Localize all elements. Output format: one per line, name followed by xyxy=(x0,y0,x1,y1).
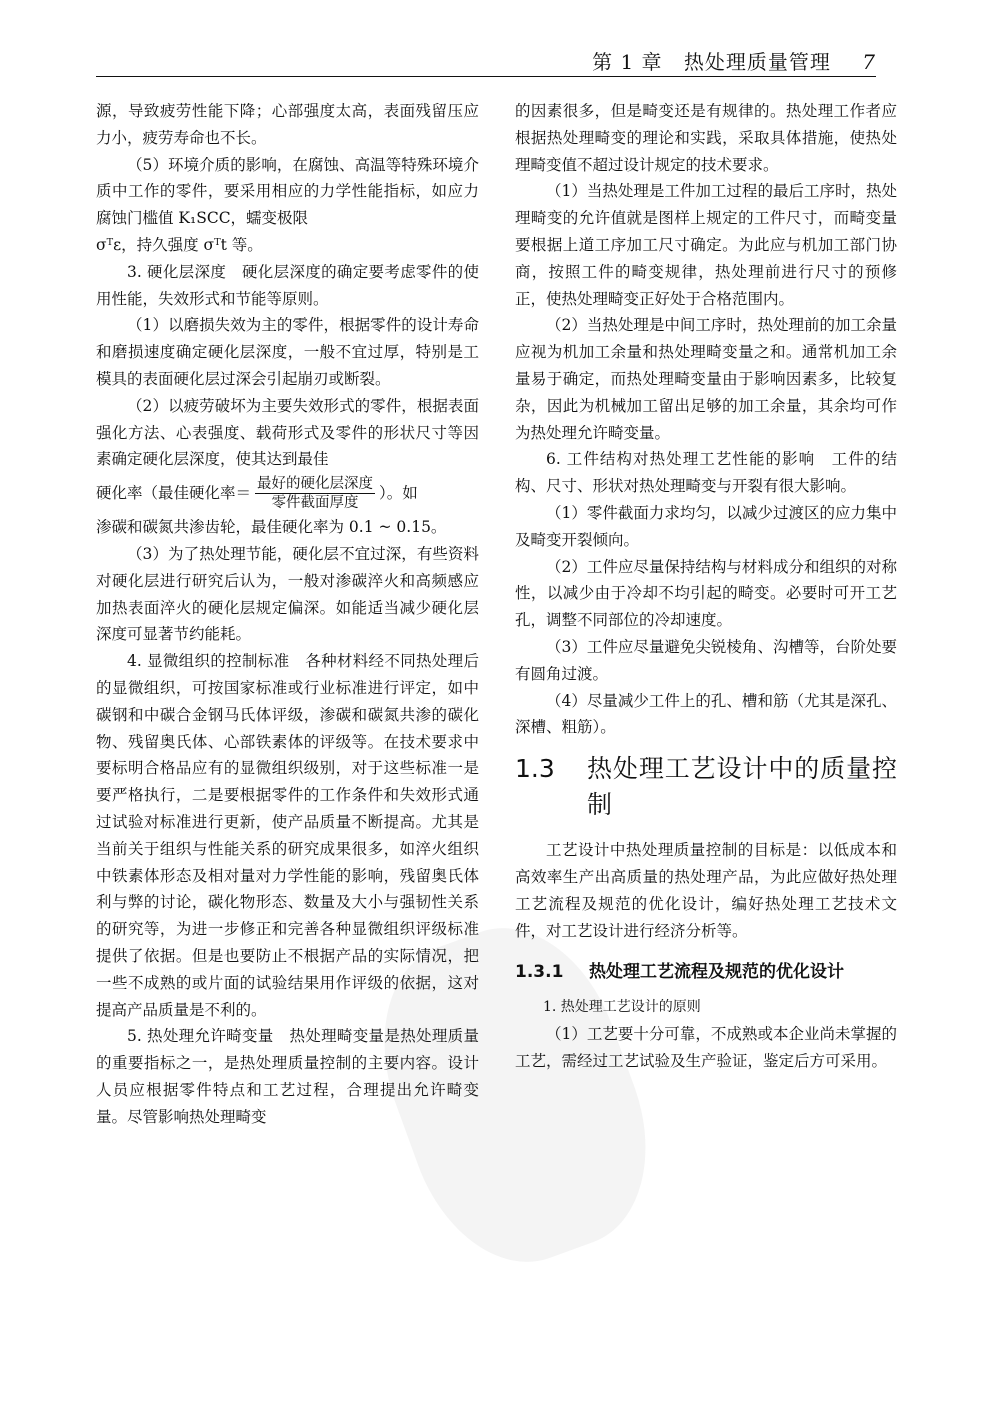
paragraph: 3. 硬化层深度 硬化层深度的确定要考虑零件的使用性能，失效形式和节能等原则。 xyxy=(96,262,479,308)
paragraph: （1）当热处理是工件加工过程的最后工序时，热处理畸变的允许值就是图样上规定的工件尺寸，而畸变量要根据上道工序加工尺寸确定。为此应与机加工部门协商，按照工件的畸变规律，热处理前进行尺寸的预修正，使热处理畸变正好处于合格范围内。 xyxy=(515,182,897,308)
paragraph: （1）以磨损失效为主的零件，根据零件的设计寿命和磨损速度确定硬化层深度，一般不宜过厚，特别是工模具的表面硬化层过深会引起崩刃或断裂。 xyxy=(96,316,479,388)
paragraph: 渗碳和碳氮共渗齿轮，最佳硬化率为 0.1 ~ 0.15。 xyxy=(96,518,447,537)
right-column xyxy=(515,98,897,1075)
paragraph: 6. 工件结构对热处理工艺性能的影响 工件的结构、尺寸、形状对热处理畸变与开裂有很大影响。 xyxy=(515,450,897,496)
paragraph: （2）以疲劳破坏为主要失效形式的零件，根据表面强化方法、心表强度、载荷形式及零件的形状尺寸等因素确定硬化层深度，使其达到最佳 xyxy=(96,396,479,469)
paragraph: （2）工件应尽量保持结构与材料成分和组织的对称性，以减少由于冷却不均引起的畸变。必要时可开工艺孔，调整不同部位的冷却速度。 xyxy=(515,557,897,630)
section-title: 热处理工艺设计中的质量控制 xyxy=(587,754,897,820)
paragraph: （3）为了热处理节能，硬化层不宜过深，有些资料对硬化层进行研究后认为，一般对渗碳淬火和高频感应加热表面淬火的硬化层规定偏深。如能适当减少硬化层深度可显著节约能耗。 xyxy=(96,544,479,644)
paragraph: （1）工艺要十分可靠，不成熟或本企业尚未掌握的工艺，需经过工艺试验及生产验证，鉴定后方可采用。 xyxy=(515,1025,897,1070)
paragraph: 4. 显微组织的控制标准 各种材料经不同热处理后的显微组织，可按国家标准或行业标准进行评定，如中碳钢和中碳合金钢马氏体评级，渗碳和碳氮共渗的碳化物、残留奥氏体、心部铁素体的评级等。在技术要求中要标明合格品应有的显微组织级别，对于这些标准一是要严格执行，二是要根据零件的工作条件和失效形式通过试验对标准进行更新，使产品质量不断提高。尤其是当前关于组织与性能关系的研究成果很多，如淬火组织中铁素体形态及相对量对力学性能的影响，残留奥氏体利与弊的讨论，碳化物形态、数量及大小与强韧性关系的研究等，为进一步修正和完善各种显微组织评级标准提供了依据。但是也要防止不根据产品的实际情况，把一些不成熟的或片面的试验结果用作评级的依据，这对提高产品质量是不利的。 xyxy=(96,652,479,1019)
subsection-title: 热处理工艺流程及规范的优化设计 xyxy=(589,962,844,983)
fraction-denominator: 零件截面厚度 xyxy=(271,495,359,512)
hardening-ratio-formula xyxy=(96,475,479,512)
paragraph: 1. 热处理工艺设计的原则 xyxy=(543,999,701,1016)
subsection-heading xyxy=(515,958,897,986)
page-number: 7 xyxy=(862,50,876,74)
paragraph: 源，导致疲劳性能下降；心部强度太高，表面残留压应力小，疲劳寿命也不长。 xyxy=(96,102,479,147)
paragraph: （5）环境介质的影响，在腐蚀、高温等特殊环境介质中工作的零件，要采用相应的力学性能指标，如应力腐蚀门槛值 K₁SCC，蠕变极限 xyxy=(96,155,479,228)
paragraph: 的因素很多，但是畸变还是有规律的。热处理工作者应根据热处理畸变的理论和实践，采取具体措施，使热处理畸变值不超过设计规定的技术要求。 xyxy=(515,102,897,174)
left-column xyxy=(96,98,479,1130)
fraction-numerator: 最好的硬化层深度 xyxy=(257,476,374,493)
chapter-title: 热处理质量管理 xyxy=(683,50,831,74)
chapter-number: 第 1 章 xyxy=(592,50,663,74)
paragraph: 工艺设计中热处理质量控制的目标是：以低成本和高效率生产出高质量的热处理产品，为此应做好热处理工艺流程及规范的优化设计，编好热处理工艺技术文件，对工艺设计进行经济分析等。 xyxy=(515,841,897,940)
running-header xyxy=(96,46,876,77)
paragraph: （3）工件应尽量避免尖锐棱角、沟槽等，台阶处要有圆角过渡。 xyxy=(515,637,897,683)
paragraph: （1）零件截面力求均匀，以减少过渡区的应力集中及畸变开裂倾向。 xyxy=(515,503,897,549)
formula-suffix: ）。如 xyxy=(379,484,418,503)
paragraph: 5. 热处理允许畸变量 热处理畸变量是热处理质量的重要指标之一，是热处理质量控制的主要内容。设计人员应根据零件特点和工艺过程，合理提出允许畸变量。尽管影响热处理畸变 xyxy=(96,1027,479,1126)
paragraph: （2）当热处理是中间工序时，热处理前的加工余量应视为机加工余量和热处理畸变量之和。通常机加工余量易于确定，而热处理畸变量由于影响因素多，比较复杂，因此为机械加工留出足够的加工余量，其余均可作为热处理允许畸变量。 xyxy=(515,316,897,442)
paragraph: σᵀε，持久强度 σᵀt 等。 xyxy=(96,235,263,254)
fraction xyxy=(255,475,375,512)
subsection-number: 1.3.1 xyxy=(515,962,564,983)
paragraph: （4）尽量减少工件上的孔、槽和筋（尤其是深孔、深槽、粗筋）。 xyxy=(515,691,897,737)
section-heading xyxy=(515,751,897,823)
formula-prefix: 硬化率（最佳硬化率＝ xyxy=(96,484,252,503)
section-number: 1.3 xyxy=(515,754,555,784)
